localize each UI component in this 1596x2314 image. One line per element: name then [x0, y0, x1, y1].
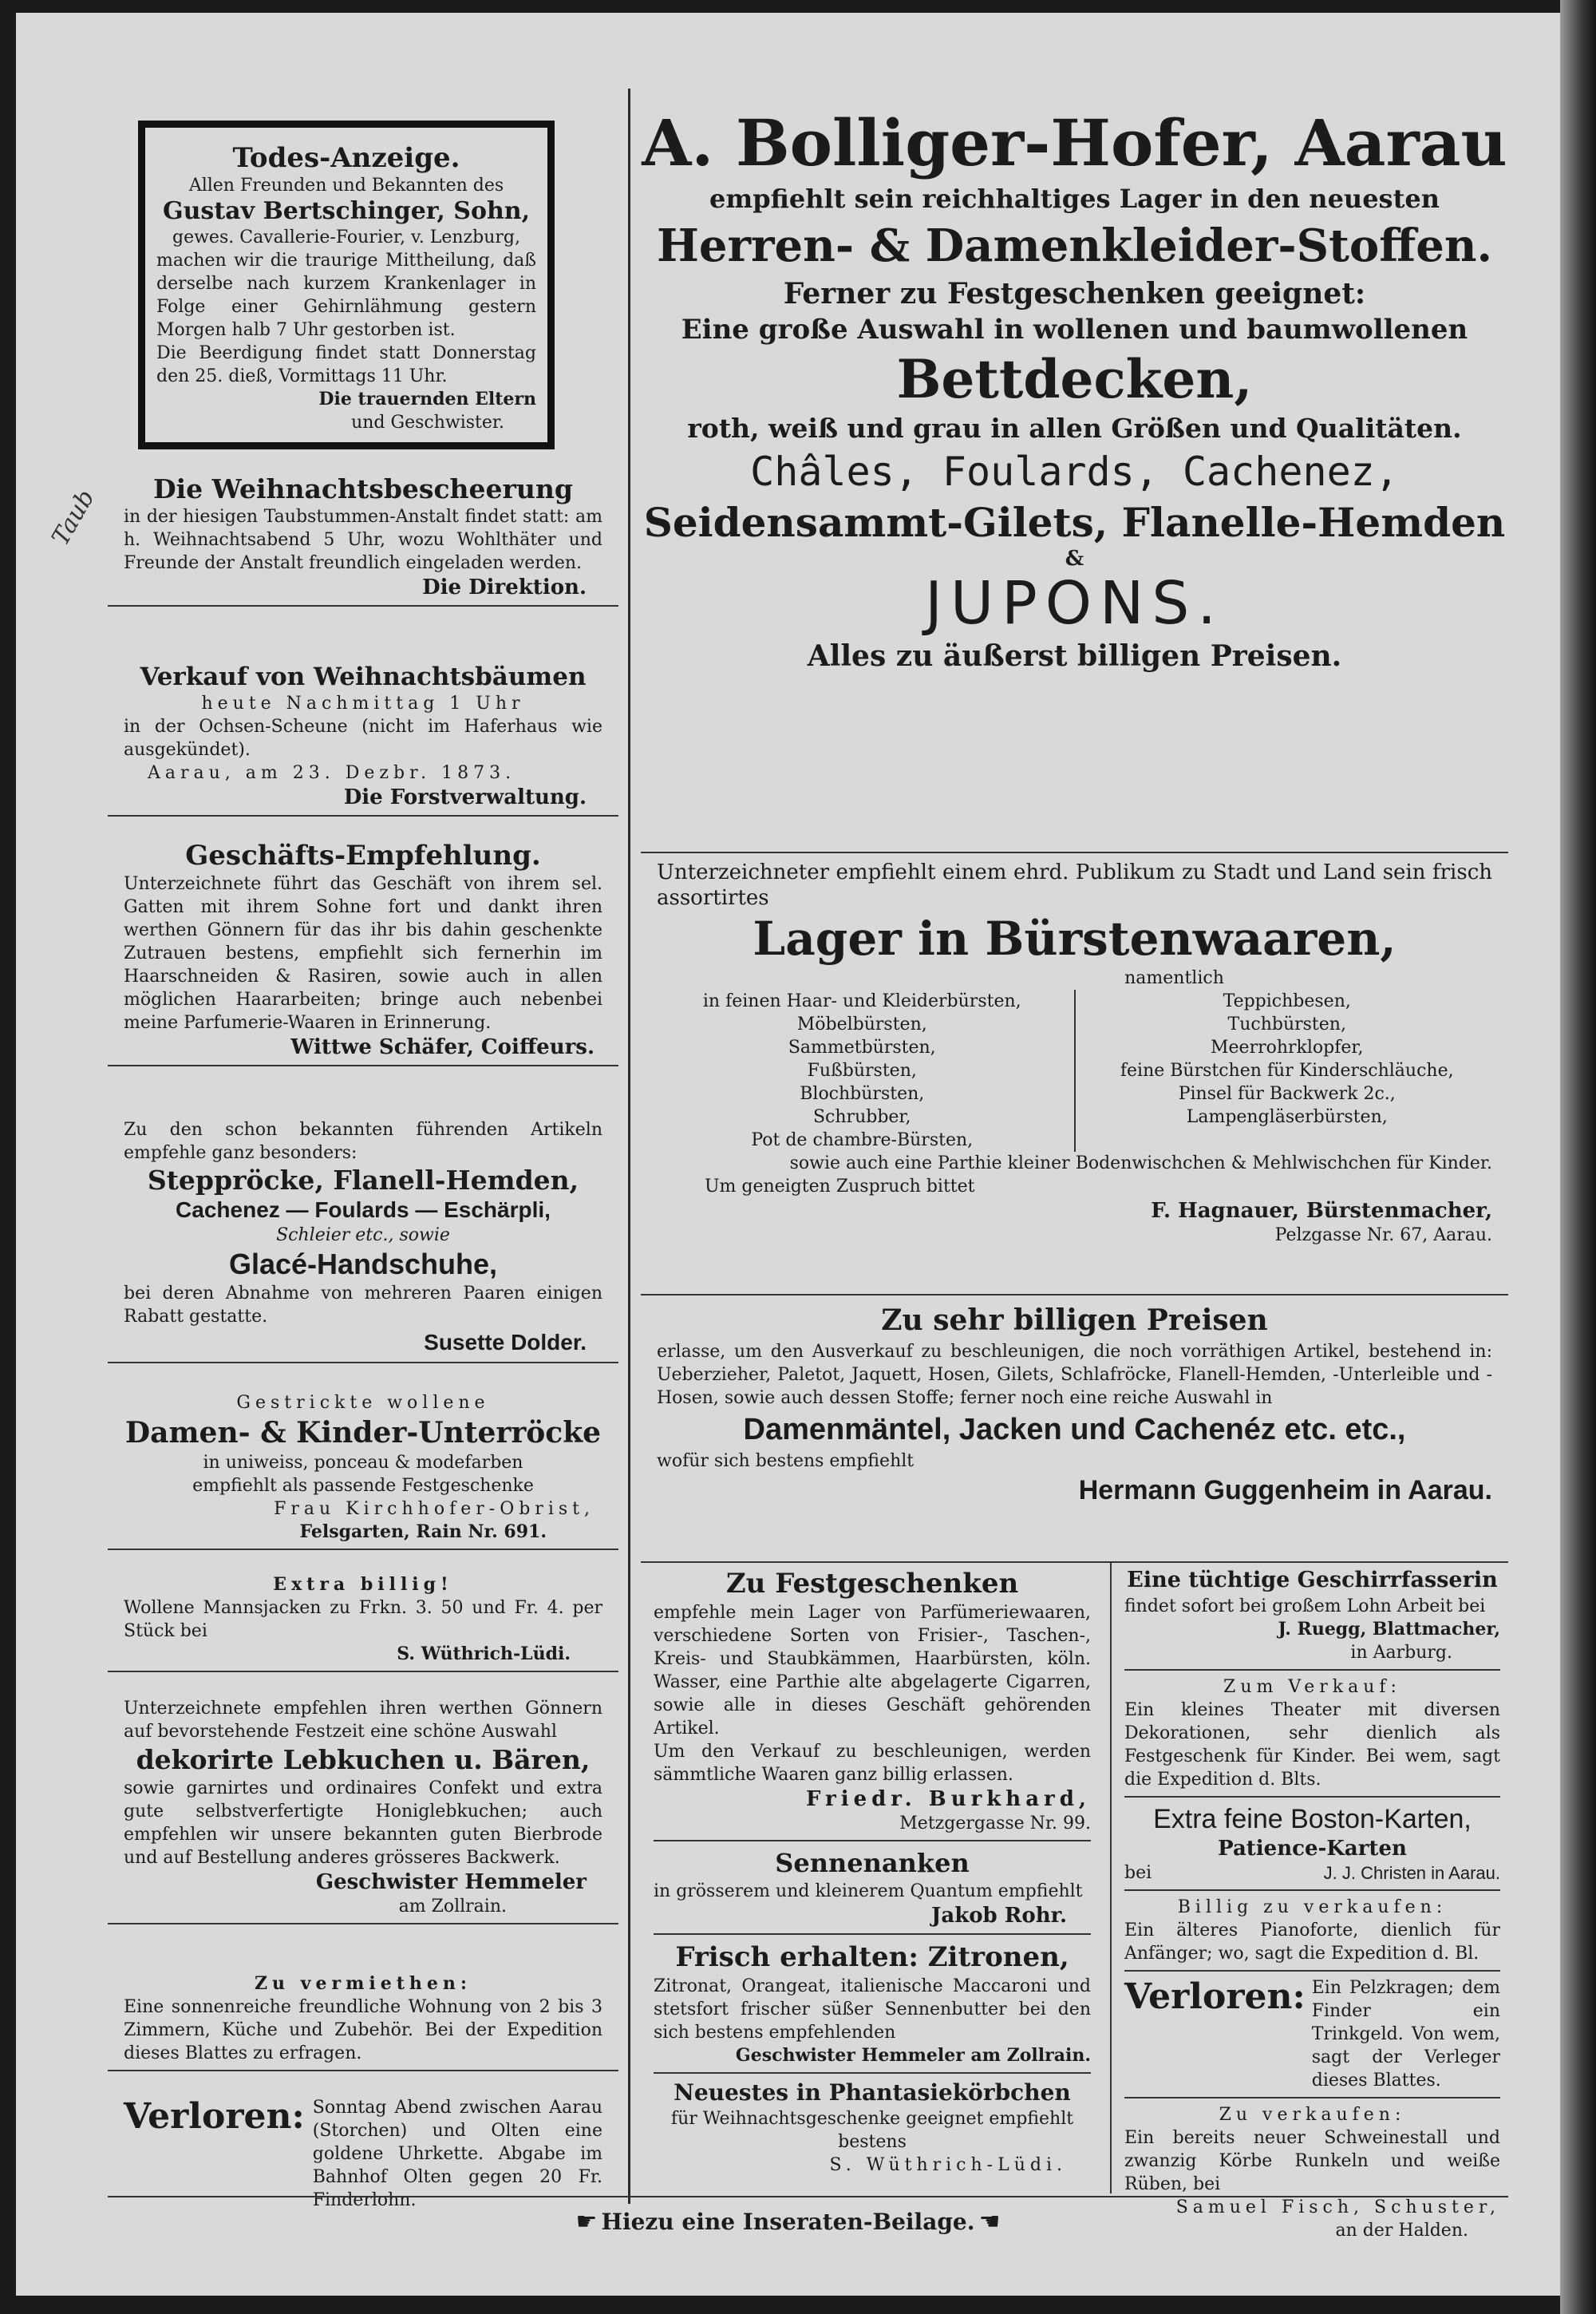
column-rule	[628, 89, 630, 2204]
burkhard-ad	[641, 1563, 1104, 1841]
divider	[1124, 1970, 1500, 1972]
bolliger-l1: empfiehlt sein reichhaltiges Lager in den neuesten	[709, 184, 1440, 214]
divider	[1124, 1889, 1500, 1891]
buersten-item: Sammetbürsten,	[788, 1038, 936, 1058]
buersten-item: Teppichbesen,	[1223, 991, 1351, 1011]
schwein-sig1: Samuel Fisch, Schuster,	[1175, 2197, 1500, 2217]
divider	[108, 1549, 618, 1550]
vermiethen-title: Zu vermiethen:	[255, 1973, 472, 1994]
theater-ad	[1116, 1675, 1508, 1798]
zitronen-ad	[641, 1940, 1104, 2074]
dolder-intro: Zu den schon bekannten führenden Artikeln empfehle ganz besonders:	[124, 1120, 602, 1163]
buersten-list-right	[1082, 990, 1493, 1152]
divider	[108, 1671, 618, 1672]
phantasie-body: für Weihnachtsgeschenke geeignet empfiehlt bestens	[670, 2109, 1074, 2152]
divider	[654, 1840, 1091, 1841]
todes-name: Gustav Bertschinger, Sohn,	[162, 197, 531, 225]
rueegg-sig2: in Aarburg.	[1350, 1643, 1452, 1663]
footer-rule	[108, 2196, 1508, 2197]
dolder-l3: Schleier etc., sowie	[276, 1225, 450, 1245]
buersten-sig1: F. Hagnauer, Bürstenmacher,	[1151, 1199, 1492, 1223]
divider	[108, 815, 618, 817]
footer-text: Hiezu eine Inseraten-Beilage.	[601, 2209, 975, 2235]
dolder-ad	[108, 1118, 618, 1368]
verkauf-sig: Die Forstverwaltung.	[343, 785, 587, 809]
buersten-sig2: Pelzgasse Nr. 67, Aarau.	[1274, 1225, 1492, 1245]
divider	[108, 605, 618, 607]
buersten-item: Pinsel für Backwerk 2c.,	[1178, 1084, 1396, 1104]
verkauf-body: in der Ochsen-Scheune (nicht im Haferhaus wie ausgekündet).	[124, 717, 602, 760]
burkhard-body: empfehle mein Lager von Parfümeriewaaren, verschiedene Sorten von Frisier-, Taschen-, Kreis- und Staubkämmen, Haarbürsten, köln. Wasser, eine Parthie alte abgelagerte Cigarren, sowie alle in dieses Geschäft gehörenden Artikel.	[654, 1603, 1091, 1738]
dolder-sig: Susette Dolder.	[424, 1330, 587, 1355]
guggenheim-sig: Hermann Guggenheim in Aarau.	[1078, 1475, 1492, 1505]
bolliger-l4: Eine große Auswahl in wollenen und baumwollenen	[681, 314, 1468, 346]
buersten-title: Lager in Bürstenwaaren,	[753, 912, 1396, 966]
verkauf-title: Verkauf von Weihnachtsbäumen	[140, 663, 587, 691]
verloren-ad	[108, 2096, 618, 2212]
geschaefts-title: Geschäfts-Empfehlung.	[185, 840, 541, 872]
buersten-item: Fußbürsten,	[807, 1061, 917, 1081]
weihnacht-title: Die Weihnachtsbescheerung	[153, 473, 573, 504]
todes-sig2: und Geschwister.	[351, 413, 504, 433]
phantasie-sig: S. Wüthrich-Lüdi.	[829, 2155, 1067, 2175]
page-edge	[1560, 0, 1596, 2314]
boston-ad	[1116, 1802, 1508, 1891]
buersten-l2: sowie auch eine Parthie kleiner Bodenwischchen & Mehlwischchen für Kinder.	[789, 1153, 1492, 1173]
gestrickte-ad	[108, 1391, 618, 1555]
boston-bei: bei	[1124, 1863, 1152, 1883]
verkauf-ad	[108, 662, 618, 821]
verkauf-date: Aarau, am 23. Dezbr. 1873.	[148, 763, 516, 783]
extra-sig: S. Wüthrich-Lüdi.	[397, 1644, 571, 1664]
bolliger-l8: Seidensammt-Gilets, Flanelle-Hemden	[643, 499, 1506, 546]
lebkuchen-sig2: am Zollrain.	[398, 1897, 507, 1916]
bolliger-l9: &	[1065, 547, 1084, 571]
divider	[654, 2072, 1091, 2074]
rueegg-title: Eine tüchtige Geschirrfasserin	[1127, 1568, 1498, 1592]
todes-body: machen wir die traurige Mittheilung, daß derselbe nach kurzem Krankenlager in Folge einer Gehirnlähmung gestern Morgen halb 7 Uhr gestorben ist.	[156, 251, 536, 340]
geschaefts-sig: Wittwe Schäfer, Coiffeurs.	[290, 1035, 595, 1059]
divider	[1124, 2097, 1500, 2098]
sennen-title: Sennenanken	[775, 1848, 970, 1878]
gestrickte-l2: in uniweiss, ponceau & modefarben	[203, 1453, 523, 1473]
weihnacht-ad	[108, 473, 618, 611]
rueegg-body: findet sofort bei großem Lohn Arbeit bei	[1124, 1596, 1486, 1616]
lebkuchen-ad	[108, 1697, 618, 1929]
gestrickte-title: Damen- & Kinder-Unterröcke	[124, 1416, 602, 1450]
guggenheim-title: Zu sehr billigen Preisen	[881, 1303, 1268, 1337]
list-divider	[1074, 990, 1076, 1152]
bolliger-l3: Ferner zu Festgeschenken geeignet:	[783, 277, 1366, 311]
rueegg-ad	[1116, 1563, 1508, 1671]
burkhard-sig1: Friedr. Burkhard,	[806, 1787, 1091, 1811]
buersten-item: Pot de chambre-Bürsten,	[751, 1130, 974, 1150]
phantasie-title: Neuestes in Phantasiekörbchen	[674, 2079, 1071, 2106]
dolder-body: bei deren Abnahme von mehreren Paaren einigen Rabatt gestatte.	[124, 1284, 602, 1327]
todes-title: Todes-Anzeige.	[232, 142, 460, 174]
buersten-intro: Unterzeichneter empfiehlt einem ehrd. Publikum zu Stadt und Land sein frisch assortirtes	[657, 860, 1492, 910]
left-column	[108, 89, 618, 2210]
burkhard-sig2: Metzgergasse Nr. 99.	[899, 1814, 1091, 1833]
buersten-item: Möbelbürsten,	[796, 1015, 927, 1034]
theater-body: Ein kleines Theater mit diversen Dekorationen, sehr dienlich als Festgeschenk für Kinder. Bei wem, sagt die Expedition d. Blts.	[1124, 1700, 1500, 1790]
theater-title: Zum Verkauf:	[1223, 1677, 1401, 1697]
boston-sig: J. J. Christen in Aarau.	[1323, 1863, 1500, 1883]
guggenheim-l1: Damenmäntel, Jacken und Cachenéz etc. etc.,	[743, 1413, 1406, 1446]
buersten-item: Tuchbürsten,	[1227, 1015, 1346, 1034]
todes-line3: gewes. Cavallerie-Fourier, v. Lenzburg,	[172, 227, 520, 247]
guggenheim-body: erlasse, um den Ausverkauf zu beschleunigen, die noch vorräthigen Artikel, bestehend in: Ueberzieher, Paletot, Jaquett, Hosen, Gilets, Schlafröcke, Flanell-Hemden, -Unterleible und -Hosen, sowie auch dessen Stoffe; ferner noch eine reiche Auswahl in	[657, 1342, 1492, 1408]
zitronen-sig: Geschwister Hemmeler am Zollrain.	[735, 2045, 1091, 2066]
verloren2-ad	[1116, 1976, 1508, 2092]
todes-beerdigung: Die Beerdigung findet statt Donnerstag den 25. dieß, Vormittags 11 Uhr.	[156, 343, 536, 386]
bolliger-l7: Châles, Foulards, Cachenez,	[750, 449, 1399, 495]
lebkuchen-sig1: Geschwister Hemmeler	[315, 1870, 587, 1894]
schwein-sig2: an der Halden.	[1335, 2221, 1468, 2241]
todes-line1: Allen Freunden und Bekannten des	[188, 176, 504, 196]
divider	[108, 1065, 618, 1066]
verloren2-body: Ein Pelzkragen; dem Finder ein Trinkgeld. Von wem, sagt der Verleger dieses Blattes.	[1311, 1978, 1500, 2091]
bolliger-title: A. Bolliger-Hofer, Aarau	[642, 105, 1507, 180]
buersten-namentlich: namentlich	[1124, 968, 1224, 988]
extra-body: Wollene Mannsjacken zu Frkn. 3. 50 und Fr. 4. per Stück bei	[124, 1598, 602, 1641]
buersten-item: in feinen Haar- und Kleiderbürsten,	[702, 991, 1021, 1011]
todes-anzeige	[138, 121, 555, 449]
divider	[108, 1362, 618, 1363]
hand-right-icon: ☚	[978, 2208, 1001, 2236]
phantasie-ad	[641, 2079, 1104, 2177]
buersten-list-left	[657, 990, 1068, 1152]
weihnacht-sig: Die Direktion.	[422, 576, 587, 599]
buersten-item: Meerrohrklopfer,	[1211, 1038, 1364, 1058]
zitronen-title: Frisch erhalten: Zitronen,	[675, 1941, 1069, 1973]
buersten-ad	[641, 852, 1508, 1247]
buersten-item: feine Bürstchen für Kinderschläuche,	[1120, 1061, 1454, 1081]
gestrickte-l1: Gestrickte wollene	[236, 1393, 490, 1413]
buersten-item: Schrubber,	[812, 1107, 911, 1127]
lower-right-right-col	[1116, 1563, 1508, 2242]
sennen-body: in grösserem und kleinerem Quantum empfiehlt	[654, 1881, 1083, 1901]
verloren-title: Verloren:	[124, 2096, 305, 2137]
dolder-l1: Steppröcke, Flanell-Hemden,	[147, 1165, 579, 1196]
boston-l1: Patience-Karten	[1218, 1837, 1407, 1861]
zitronen-body: Zitronat, Orangeat, italienische Maccaroni und stetsfort frischer süßer Sennenbutter bei den sich bestens empfehlenden	[654, 1976, 1091, 2043]
buersten-item: Blochbürsten,	[800, 1084, 925, 1104]
bolliger-l10: JUPONS.	[925, 569, 1224, 638]
verloren-body: Sonntag Abend zwischen Aarau (Storchen) und Olten eine goldene Uhrkette. Abgabe im Bahnhof Olten gegen 20 Fr. Finderlohn.	[312, 2098, 602, 2210]
gestrickte-l3: empfiehlt als passende Festgeschenke	[192, 1476, 534, 1496]
dolder-l2: Cachenez — Foulards — Eschärpli,	[176, 1197, 551, 1222]
lebkuchen-intro: Unterzeichnete empfehlen ihren werthen Gönnern auf bevorstehende Festzeit eine schöne Auswahl	[124, 1699, 602, 1742]
schwein-title: Zu verkaufen:	[1219, 2105, 1406, 2125]
bolliger-ad	[641, 105, 1508, 674]
bolliger-l11: Alles zu äußerst billigen Preisen.	[807, 639, 1342, 673]
footer	[16, 2208, 1560, 2236]
buersten-l3: Um geneigten Zuspruch bittet	[705, 1177, 975, 1197]
divider	[108, 1923, 618, 1924]
gestrickte-sig2: Felsgarten, Rain Nr. 691.	[299, 1521, 547, 1542]
bolliger-l6: roth, weiß und grau in allen Größen und Qualitäten.	[687, 413, 1462, 444]
lebkuchen-title: dekorirte Lebkuchen u. Bären,	[136, 1744, 591, 1775]
vermiethen-ad	[108, 1972, 618, 2076]
gestrickte-sig1: Frau Kirchhofer-Obrist,	[274, 1499, 595, 1519]
hand-left-icon: ☛	[575, 2208, 598, 2236]
divider	[1124, 1669, 1500, 1671]
burkhard-title: Zu Festgeschenken	[725, 1568, 1019, 1600]
buersten-lists	[641, 990, 1508, 1152]
extra-billig-ad	[108, 1573, 618, 1677]
divider	[108, 2070, 618, 2071]
geschaefts-body: Unterzeichnete führt das Geschäft von ihrem sel. Gatten mit ihrem Sohne fort und dankt ihren werthen Gönnern für das ihr bis dahin geschenkte Zutrauen bestens, empfiehlt sich fernerhin im Haarschneiden & Rasiren, sowie auch in allen möglichen Haararbeiten; bringe auch nebenbei meine Parfumerie-Waaren in Erinnerung.	[124, 874, 602, 1033]
margin-handwriting: Taub	[46, 485, 101, 551]
dolder-l4: Glacé-Handschuhe,	[228, 1248, 498, 1280]
rueegg-sig1: J. Ruegg, Blattmacher,	[1278, 1619, 1500, 1640]
piano-body: Ein älteres Pianoforte, dienlich für Anfänger; wo, sagt die Expedition d. Bl.	[1124, 1920, 1500, 1964]
piano-title: Billig zu verkaufen:	[1177, 1897, 1448, 1917]
schwein-body: Ein bereits neuer Schweinestall und zwanzig Körbe Runkeln und weiße Rüben, bei	[1124, 2128, 1500, 2194]
guggenheim-l2: wofür sich bestens empfiehlt	[657, 1451, 915, 1471]
piano-ad	[1116, 1896, 1508, 1972]
burkhard-l1: Um den Verkauf zu beschleunigen, werden sämmtliche Waaren ganz billig erlassen.	[654, 1742, 1091, 1785]
guggenheim-ad	[641, 1294, 1508, 1508]
divider	[1124, 1796, 1500, 1798]
sennen-ad	[641, 1846, 1104, 1935]
verloren2-title: Verloren:	[1124, 1976, 1306, 2017]
buersten-item: Lampengläserbürsten,	[1186, 1107, 1388, 1127]
sennen-sig: Jakob Rohr.	[931, 1904, 1067, 1928]
column-rule-inner	[1110, 1563, 1112, 2193]
weihnacht-body: in der hiesigen Taubstummen-Anstalt findet statt: am h. Weihnachtsabend 5 Uhr, wozu Wohlthäter und Freunde der Anstalt freundlich eingeladen werden.	[124, 507, 602, 573]
bolliger-l2: Herren- & Damenkleider-Stoffen.	[656, 220, 1493, 272]
boston-title: Extra feine Boston-Karten,	[1153, 1804, 1472, 1834]
verkauf-l1: heute Nachmittag 1 Uhr	[201, 694, 525, 714]
newspaper-page	[16, 13, 1560, 2296]
geschaefts-ad	[108, 839, 618, 1071]
vermiethen-body: Eine sonnenreiche freundliche Wohnung von 2 bis 3 Zimmern, Küche und Zubehör. Bei der Expedition dieses Blattes zu erfragen.	[124, 1997, 602, 2063]
lower-right-left-col	[641, 1563, 1104, 2177]
bolliger-l5: Bettdecken,	[896, 348, 1253, 410]
divider	[654, 1933, 1091, 1935]
todes-sig1: Die trauernden Eltern	[318, 389, 536, 409]
extra-l1: Extra billig!	[273, 1574, 453, 1595]
lebkuchen-body: sowie garnirtes und ordinaires Confekt und extra gute selbstverfertigte Honiglebkuchen; auch empfehlen wir unsere bekannten guten Bierbrode und auf Bestellung anderes grösseres Backwerk.	[124, 1778, 602, 1868]
